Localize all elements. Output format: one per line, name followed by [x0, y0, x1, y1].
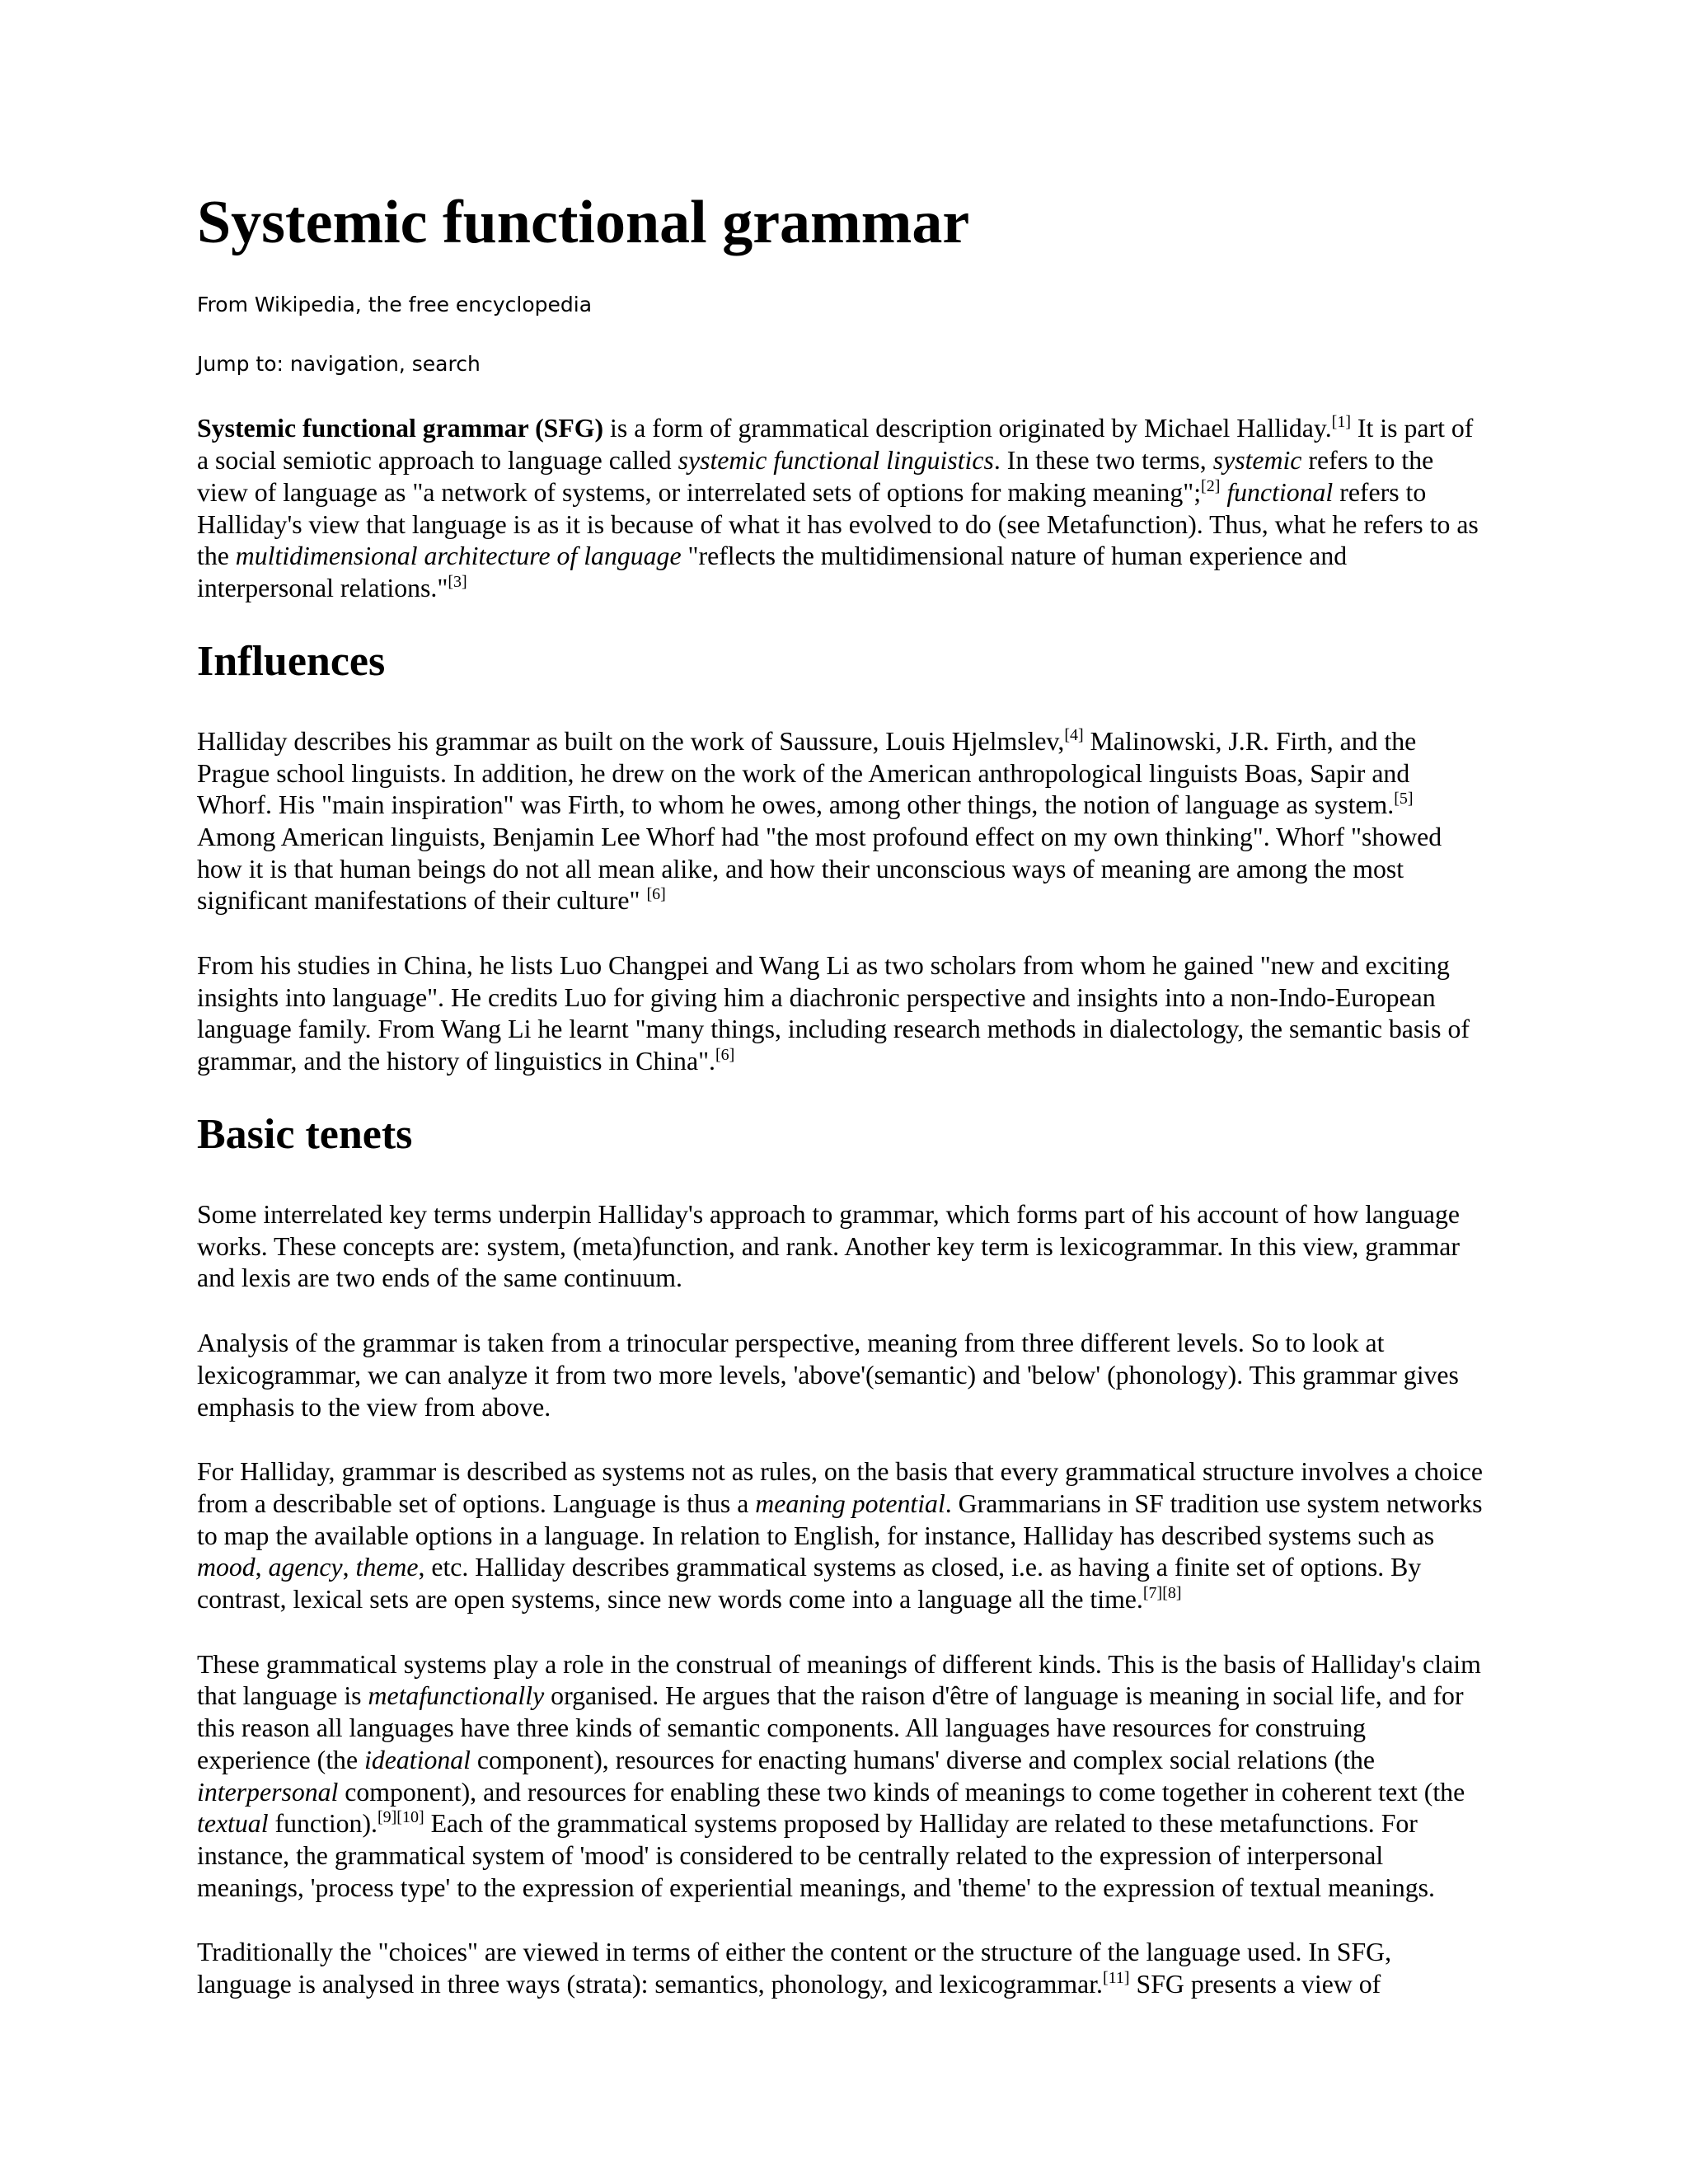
tenets-paragraph-3: [197, 1456, 1483, 1616]
body-text: Each of the grammatical systems proposed by Halliday are related to these metafunctions. For instance, the grammatical system of 'mood' is considered to be centrally related to the expression of interpersonal meanings, 'process type' to the expression of experiential meanings, and 'theme' to the expression of textual meanings.: [197, 1809, 1435, 1902]
intro-text: refers to the view of language as "a network of systems, or interrelated sets of options for making meaning";: [197, 446, 1434, 507]
body-text: function).: [268, 1809, 377, 1839]
body-text: ,: [255, 1553, 269, 1582]
section-heading-basic-tenets: Basic tenets: [197, 1110, 413, 1158]
body-emphasis: meaning potential: [755, 1488, 945, 1518]
body-text: From his studies in China, he lists Luo Changpei and Wang Li as two scholars from whom he gained "new and exciting insights into language". He credits Luo for giving him a diachronic perspective and insights into a non-Indo-European language family. From Wang Li he learnt "many things, including research methods in dialectology, the semantic basis of grammar, and the history of linguistics in China".: [197, 951, 1470, 1076]
body-emphasis: ideational: [364, 1745, 471, 1774]
citation-link[interactable]: [1]: [1331, 413, 1351, 432]
influences-paragraph-2: [197, 950, 1483, 1078]
body-text: SFG presents a view of: [1129, 1970, 1381, 1999]
intro-text: . In these two terms,: [993, 446, 1213, 476]
intro-text: It is part of a social semiotic approach to language called: [197, 414, 1474, 476]
intro-emphasis: systemic functional linguistics: [678, 446, 994, 476]
citation-link[interactable]: [9][10]: [377, 1808, 424, 1827]
body-text: These grammatical systems play a role in the construal of meanings of different kinds. This is the basis of Halliday's claim that language is: [197, 1649, 1481, 1711]
citation-link[interactable]: [11]: [1103, 1969, 1130, 1988]
body-emphasis: theme: [355, 1553, 419, 1582]
site-subtitle: From Wikipedia, the free encyclopedia: [197, 293, 593, 317]
page-title: Systemic functional grammar: [197, 189, 970, 256]
citation-link[interactable]: [6]: [646, 885, 666, 904]
body-text: , etc. Halliday describes grammatical systems as closed, i.e. as having a finite set of options. By contrast, lexical sets are open systems, since new words come into a language all the time.: [197, 1553, 1422, 1615]
body-emphasis: mood: [197, 1553, 256, 1582]
intro-paragraph: [197, 413, 1483, 604]
intro-emphasis: multidimensional architecture of language: [235, 541, 682, 571]
jump-links: [197, 352, 1483, 377]
navigation-link[interactable]: navigation: [289, 352, 399, 377]
body-text: component), and resources for enabling these two kinds of meanings to come together in coherent text (the: [338, 1777, 1465, 1807]
body-text: Among American linguists, Benjamin Lee Whorf had "the most profound effect on my own thinking". Whorf "showed how it is that human beings do not all mean alike, and how their unconscious ways of meaning are among the most significant manifestations of their culture": [197, 822, 1442, 916]
body-text: organised. He argues that the raison d'être of language is meaning in social life, and for this reason all languages have three kinds of semantic components. All languages have resources for construing experience (the: [197, 1681, 1464, 1774]
tenets-paragraph-5: [197, 1937, 1483, 2000]
jump-prefix: Jump to:: [197, 352, 290, 377]
tenets-paragraph-4: [197, 1649, 1483, 1905]
body-emphasis: metafunctionally: [368, 1681, 545, 1711]
search-link[interactable]: search: [411, 352, 481, 377]
body-text: Malinowski, J.R. Firth, and the Prague school linguists. In addition, he drew on the work of the American anthropological linguists Boas, Sapir and Whorf. His "main inspiration" was Firth, to whom he owes, among other things, the notion of language as system.: [197, 726, 1417, 820]
body-text: For Halliday, grammar is described as systems not as rules, on the basis that every grammatical structure involves a choice from a describable set of options. Language is thus a: [197, 1457, 1483, 1518]
intro-text: is a form of grammatical description originated by Michael Halliday.: [603, 414, 1332, 443]
article: [197, 190, 1483, 2034]
citation-link[interactable]: [4]: [1064, 725, 1084, 744]
citation-link[interactable]: [6]: [715, 1046, 735, 1065]
body-text: . Grammarians in SF tradition use system networks to map the available options in a language. In relation to English, for instance, Halliday has described systems such as: [197, 1488, 1483, 1550]
body-text: Halliday describes his grammar as built on the work of Saussure, Louis Hjelmslev,: [197, 726, 1065, 756]
tenets-paragraph-1: Some interrelated key terms underpin Halliday's approach to grammar, which forms part of his account of how language works. These concepts are: system, (meta)function, and rank. Another key term is lexicogrammar. In this view, grammar and lexis are two ends of the same continuum.: [197, 1200, 1460, 1293]
intro-text: refers to Halliday's view that language is as it is because of what it has evolved to do (see Metafunction). Thus, what he refers to as the: [197, 477, 1479, 571]
body-emphasis: interpersonal: [197, 1777, 339, 1807]
article-subject: Systemic functional grammar (SFG): [197, 414, 604, 443]
section-heading-influences: Influences: [197, 637, 386, 685]
body-text: component), resources for enacting humans' diverse and complex social relations (the: [470, 1745, 1376, 1774]
citation-link[interactable]: [3]: [448, 572, 467, 591]
intro-emphasis: functional: [1226, 477, 1334, 507]
body-emphasis: textual: [197, 1809, 269, 1839]
body-text: Traditionally the "choices" are viewed in terms of either the content or the structure of the language used. In SFG, language is analysed in three ways (strata): semantics, phonology, and lexicogrammar.: [197, 1938, 1392, 1999]
body-text: ,: [342, 1553, 356, 1582]
tenets-paragraph-2: Analysis of the grammar is taken from a trinocular perspective, meaning from three different levels. So to look at lexicogrammar, we can analyze it from two more levels, 'above'(semantic) and 'below' (phonology). This grammar gives emphasis to the view from above.: [197, 1329, 1459, 1422]
intro-emphasis: systemic: [1212, 446, 1302, 476]
citation-link[interactable]: [5]: [1394, 790, 1414, 808]
influences-paragraph-1: [197, 726, 1483, 917]
citation-link[interactable]: [2]: [1201, 476, 1221, 495]
body-emphasis: agency: [268, 1553, 343, 1582]
intro-text: "reflects the multidimensional nature of human experience and interpersonal relations.": [197, 541, 1348, 602]
citation-link[interactable]: [7][8]: [1142, 1584, 1182, 1603]
jump-separator: ,: [398, 352, 412, 377]
